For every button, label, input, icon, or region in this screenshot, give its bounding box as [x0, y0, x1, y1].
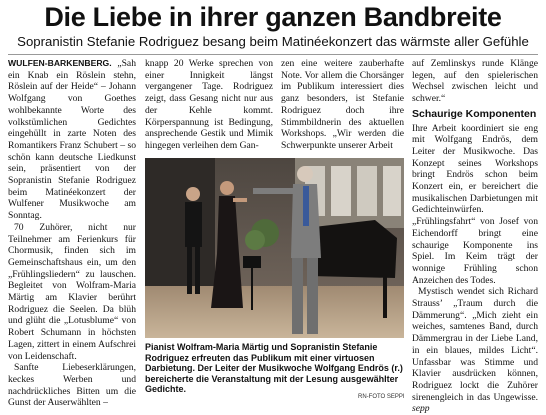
dateline: WULFEN-BARKENBERG.: [8, 58, 112, 68]
text-column-2: [145, 58, 273, 152]
photo-caption: Pianist Wolfram-Maria Märtig und Sopranistin Stefanie Rodriguez erfreuten das Publikum mit einer virtuosen Darbietung. Der Leiter der Musikwoche Wolfgang Endrös (r.) bereicherte die Veranstaltung mit der Lesung ausgewählter Gedichte.: [145, 342, 403, 395]
lead-paragraph: [8, 58, 136, 222]
section-subheading: Schaurige Komponenten: [412, 107, 537, 120]
article-headline: Die Liebe in ihrer ganzen Bandbreite: [44, 2, 502, 32]
paragraph: knapp 20 Werke sprechen von einer Innigkeit längst vergangener Tage. Rodriguez zeigt, dass Gesang nicht nur aus der Kehle kommt. Körperspannung ist Bedingung, ansprechende Gestik und Mimik hingegen verleihen dem Gan-: [145, 58, 273, 151]
author-signature: sepp: [412, 403, 430, 415]
paragraph: Ihre Arbeit koordiniert sie eng mit Wolfgang Endrös, dem Leiter der Musikwoche. Das Konzept seines Workshops bringt Endrös schon beim Konzert ein, er bereichert die musikalischen Darbietungen mit Gedichteinwürfen. „Frühlingsfahrt“ von Josef von Eichendorff bringt eine schaurige Komponente ins Spiel. Im Keim trägt der wonnige Frühling schon Anzeichen des Todes.: [412, 122, 538, 286]
text-column-1: [8, 58, 136, 409]
paragraph: zen eine weitere zauberhafte Note. Vor allem die Chorsänger im Publikum interessiert dies ganz besonders, ist Stefanie Rodriguez doch ihre Stimmbildnerin des aktuellen Workshops. „Wir werden die Schwerpunkte unserer Arbeit: [281, 58, 404, 151]
paragraph-text: Mystisch wendet sich Richard Strauss’ „Traum durch die Dämmerung“. „Mich zieht ein weiches, samtenes Band, durch Dämmergrau in der Liebe Land, in ein blaues, mildes Licht“. Unfassbar was Stimme und Klavier ausdrücken können, Rodriguez lockt die Zuhörer sirenengleich in das Ungewisse.: [412, 286, 538, 403]
article-subheadline: Sopranistin Stefanie Rodriguez besang beim Matinéekonzert das wärmste aller Gefühle: [17, 34, 529, 49]
text-column-4: [412, 58, 538, 415]
concert-photo-illustration: [145, 158, 404, 338]
paragraph: Sanfte Liebeserklärungen, keckes Werben und nachdrückliches Bitten um die Gunst der Auserwählten –: [8, 362, 136, 409]
text-column-3: [281, 58, 404, 152]
paragraph: [412, 286, 538, 415]
concert-photo: [145, 158, 404, 338]
paragraph: auf Zemlinskys runde Klänge legen, auf den spielerischen Wechsel zwischen leicht und schwer.“: [412, 58, 538, 105]
headline-divider: [8, 54, 538, 55]
paragraph: 70 Zuhörer, nicht nur Teilnehmer am Ferienkurs für Chormusik, finden sich im Gemeinschaftshaus ein, um den „Frühlingsliedern“ zu lauschen. Begleitet von Wolfram-Maria Märtig am Klavier berührt Rodriguez die Seelen. Da blüh und glüht die „Lotusblume“ von Robert Schumann in höchsten Lagen, zittert in einem Aufschrei von Leidenschaft.: [8, 221, 136, 362]
lead-text: „Sah ein Knab ein Röslein stehn, Röslein auf der Heide“ – Johann Wolfgang von Goethes wohlbekannte Worte des volkstümlichen Gedichtes eingehüllt in zarte Noten des Romantikers Franz Schubert – so schön kann deutsche Liedkunst sein, präsentiert von der Sopranistin Stefanie Rodriguez beim Matinéekonzert der Wulfener Musikwoche am Sonntag.: [8, 58, 136, 222]
photo-credit: RN-FOTO SEPPI: [358, 394, 405, 400]
